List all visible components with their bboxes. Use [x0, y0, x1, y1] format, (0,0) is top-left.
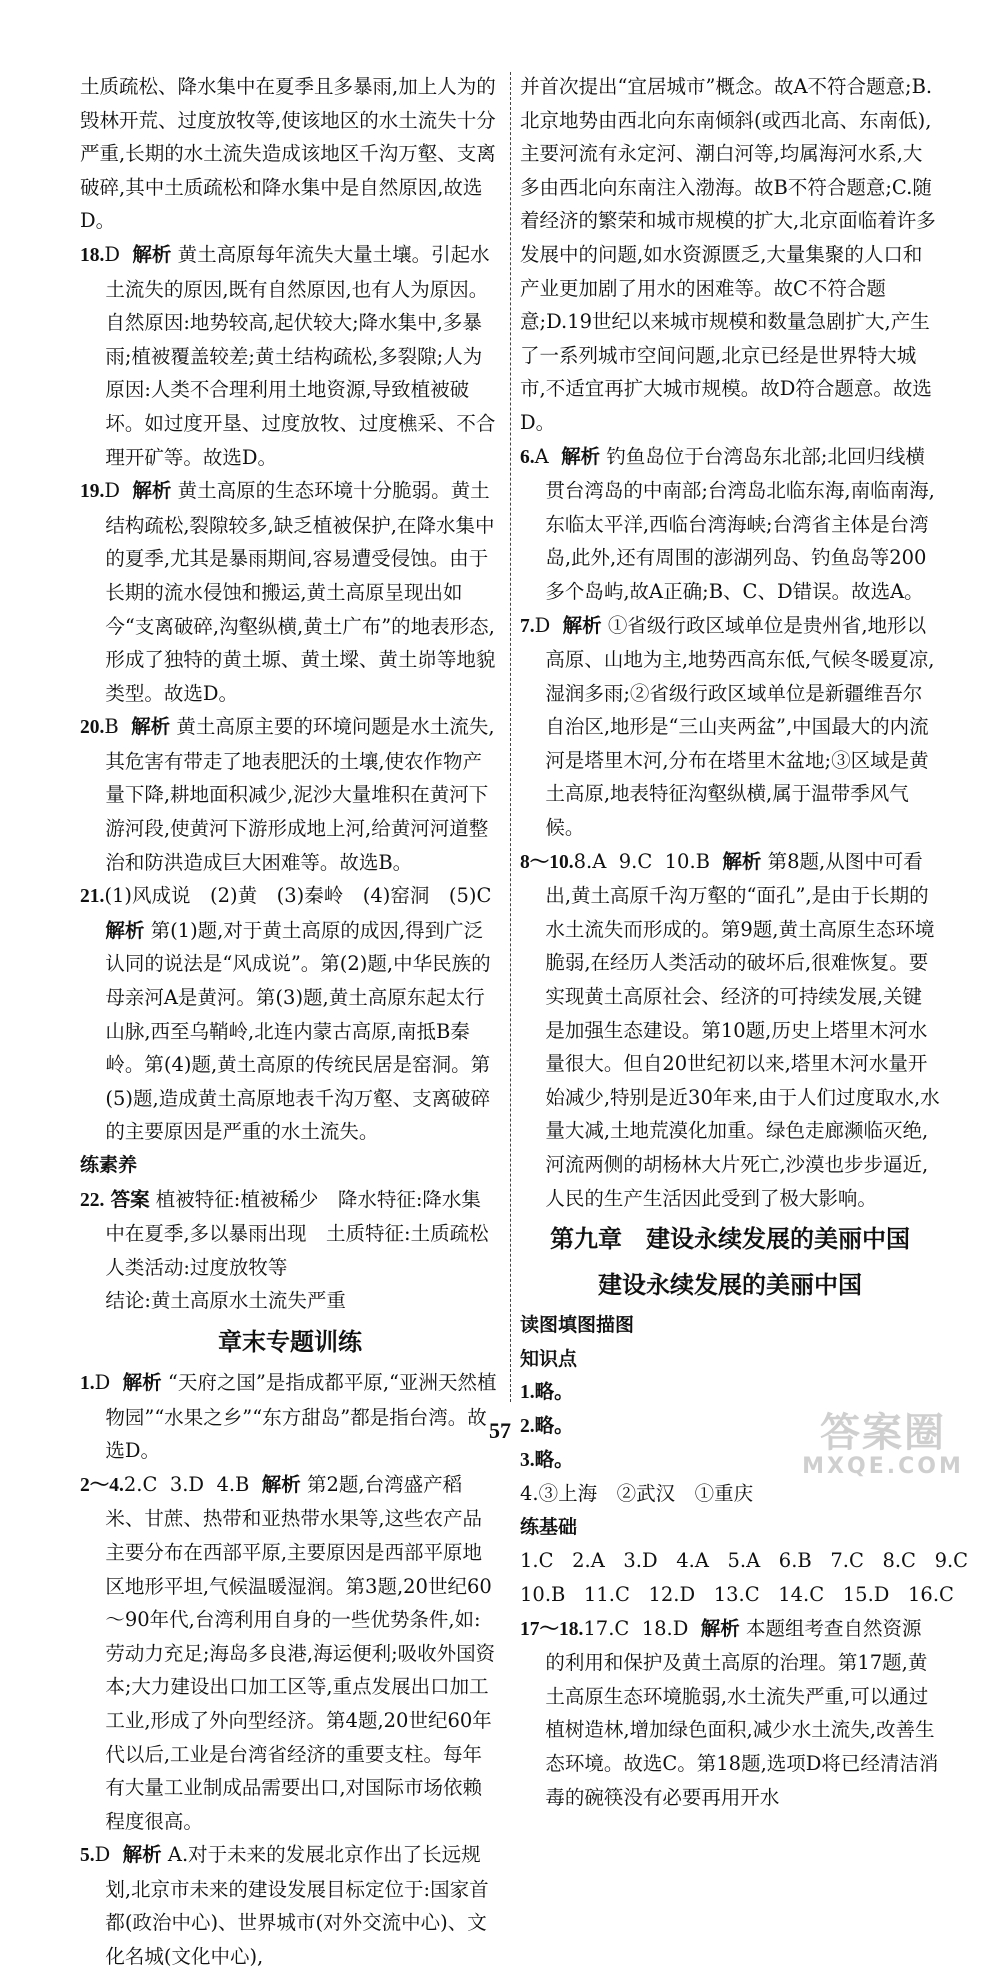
answer: 2.C 3.D 4.B: [123, 1472, 250, 1496]
paragraph: 并首次提出“宜居城市”概念。故A不符合题意;B.北京地势由西北向东南倾斜(或西北高、东南低),主要河流有永定河、潮白河等,均属海河水系,大多由西北向东南注入渤海。故B不符合题意;C.随着经济的繁荣和城市规模的扩大,北京面临着许多发展中的问题,如水资源匮乏,大量集聚的人口和产业更加剧了用水的困难等。故C不符合题意;D.19世纪以来城市规模和数量急剧扩大,产生了一系列城市空间问题,北京已经是世界特大城市,不适宜再扩大城市规模。故D符合题意。故选D。: [520, 75, 936, 434]
analysis-text: 黄土高原的生态环境十分脆弱。黄土结构疏松,裂隙较多,缺乏植被保护,在降水集中的夏季,尤其是暴雨期间,容易遭受侵蚀。由于长期的流水侵蚀和搬运,黄土高原呈现出如今“支离破碎,沟壑纵横,黄土广布”的地表形态,形成了独特的黄土塬、黄土墚、黄土峁等地貌类型。故选D。: [105, 479, 496, 705]
analysis-text: 黄土高原主要的环境问题是水土流失,其危害有带走了地表肥沃的土壤,使农作物产量下降,耕地面积减少,泥沙大量堆积在黄河下游河段,使黄河下游形成地上河,给黄河河道整治和防洪造成巨大困难等。故选B。: [105, 715, 495, 874]
analysis-text: ①省级行政区域单位是贵州省,地形以高原、山地为主,地势西高东低,气候冬暖夏凉,湿润多雨;②省级行政区域单位是新疆维吾尔自治区,地形是“三山夹两盆”,中国最大的内流河是塔里木河,分布在塔里木盆地;③区域是黄土高原,地表特征沟壑纵横,属于温带季风气候。: [545, 613, 935, 840]
chapter-title: 第九章 建设永续发展的美丽中国: [550, 1225, 910, 1254]
watermark-text: 答案圈: [820, 1410, 946, 1456]
analysis-label: 解析: [122, 1843, 162, 1867]
question-number: 20.: [80, 717, 105, 739]
analysis-label: 解析: [561, 444, 601, 468]
answer: 17.C 18.D: [583, 1616, 689, 1640]
left-column: [80, 70, 509, 1974]
column-divider: [510, 72, 511, 1402]
analysis-text: 黄土高原每年流失大量土壤。引起水土流失的原因,既有自然原因,也有人为原因。自然原因:地势较高,起伏较大;降水集中,多暴雨;植被覆盖较差;黄土结构疏松,多裂隙;人为原因:人类不合理利用土地资源,导致植被破坏。如过度开垦、过度放牧、过度樵采、不合理开矿等。故选D。: [105, 242, 496, 469]
answer: A: [534, 444, 549, 468]
analysis-paragraph: [80, 914, 500, 1149]
answer-entry-7: [520, 609, 940, 845]
analysis-text: 第8题,从图中可看出,黄土高原千沟万壑的“面孔”,是由于长期的水土流失而形成的。第9题,黄土高原生态环境脆弱,在经历人类活动的破坏后,很难恢复。要实现黄土高原社会、经济的可持续发展,关键是加强生态建设。第10题,历史上塔里木河水量很大。但自20世纪初以来,塔里木河水量开始减少,特别是近30年来,由于人们过度取水,水量大减,土地荒漠化加重。绿色走廊濒临灭绝,河流两侧的胡杨林大片死亡,沙漠也步步逼近,人民的生产生活因此受到了极大影响。: [545, 849, 940, 1210]
question-number: 18.: [80, 244, 105, 266]
question-number: 6.: [520, 446, 535, 468]
question-number: 19.: [80, 481, 105, 503]
analysis-label: 解析: [132, 479, 172, 503]
page-number: 57: [489, 1418, 511, 1443]
analysis-text: “天府之国”是指成都平原,“亚洲天然植物园”“水果之乡”“东方甜岛”都是指台湾。故选D。: [105, 1370, 497, 1463]
answer: D: [94, 1843, 111, 1867]
list-item: 3.略。: [520, 1449, 574, 1471]
question-number: 7.: [520, 615, 535, 637]
answer-entry-20: [80, 710, 500, 879]
answer: 8.A 9.C 10.B: [573, 849, 710, 873]
analysis-text: 本题组考查自然资源的利用和保护及黄土高原的治理。第17题,黄土高原生态环境脆弱,水土流失严重,可以通过植树造林,增加绿色面积,减少水土流失,改善生态环境。故选C。第18题,选项D将已经清洁消毒的碗筷没有必要再用开水: [545, 1616, 939, 1809]
answer: B: [104, 715, 119, 739]
section-heading: 知识点: [520, 1347, 578, 1370]
right-column: [520, 70, 969, 1814]
question-number: 1.: [80, 1372, 95, 1394]
question-number: 8～10.: [520, 851, 574, 873]
question-number: 17～18.: [520, 1618, 584, 1640]
answer-row: 10.B 11.C 12.D 13.C 14.C 15.D 16.C: [520, 1582, 954, 1606]
section-title: 建设永续发展的美丽中国: [598, 1271, 862, 1300]
watermark-url: MXQE.COM: [802, 1454, 964, 1479]
answer-entry-22: [80, 1183, 509, 1285]
conclusion: 结论:黄土高原水土流失严重: [105, 1289, 346, 1313]
analysis-label: 解析: [105, 918, 145, 942]
question-number: 5.: [80, 1845, 95, 1867]
answer-entry-5: [80, 1838, 500, 1973]
list-item: 1.略。: [520, 1382, 574, 1404]
section-title: 章末专题训练: [218, 1327, 362, 1356]
analysis-label: 解析: [722, 849, 762, 873]
question-number: 22.: [80, 1189, 105, 1211]
answer-entry-8-10: [520, 845, 940, 1216]
answer: (1)风成说 (2)黄 (3)秦岭 (4)窑洞 (5)C: [104, 884, 492, 908]
answer-entry-2-4: [80, 1468, 500, 1839]
section-heading: 练素养: [80, 1154, 138, 1176]
question-number: 21.: [80, 886, 105, 908]
list-item: 4.③上海 ②武汉 ①重庆: [520, 1482, 754, 1506]
analysis-text: A.对于未来的发展北京作出了长远规划,北京市未来的建设发展目标定位于:国家首都(政治中心)、世界城市(对外交流中心)、文化名城(文化中心),: [105, 1843, 489, 1969]
section-heading: 练基础: [520, 1515, 578, 1538]
list-item: 2.略。: [520, 1415, 574, 1437]
answer: D: [104, 242, 121, 266]
answer-entry-6: [520, 440, 940, 609]
answer-row: 1.C 2.A 3.D 4.A 5.A 6.B 7.C 8.C 9.C: [520, 1549, 969, 1573]
section-heading: 读图填图描图: [520, 1314, 635, 1337]
answer-entry-1: [80, 1366, 500, 1468]
answer-entry-17-18: [520, 1612, 940, 1815]
analysis-label: 解析: [261, 1472, 301, 1496]
analysis-label: 解析: [562, 613, 602, 637]
watermark-logo: [788, 1410, 978, 1480]
analysis-label: 解析: [700, 1616, 740, 1640]
analysis-text: 第(1)题,对于黄土高原的成因,得到广泛认同的说法是“风成说”。第(2)题,中华民族的母亲河A是黄河。第(3)题,黄土高原东起太行山脉,西至乌鞘岭,北连内蒙古高原,南抵B秦岭。第(4)题,黄土高原的传统民居是窑洞。第(5)题,造成黄土高原地表千沟万壑、支离破碎的主要原因是严重的水土流失。: [105, 918, 491, 1144]
answer: D: [94, 1370, 111, 1394]
paragraph: 土质疏松、降水集中在夏季且多暴雨,加上人为的毁林开荒、过度放牧等,使该地区的水土流失十分严重,长期的水土流失造成该地区千沟万壑、支离破碎,其中土质疏松和降水集中是自然原因,故选D。: [80, 75, 496, 233]
question-number: 2～4.: [80, 1474, 124, 1496]
answer-text: 植被特征:植被稀少 降水特征:降水集中在夏季,多以暴雨出现 土质特征:土质疏松 人类活动:过度放牧等: [105, 1187, 509, 1279]
analysis-label: 解析: [132, 242, 172, 266]
analysis-label: 解析: [131, 715, 171, 739]
analysis-text: 钓鱼岛位于台湾岛东北部;北回归线横贯台湾岛的中南部;台湾岛北临东海,南临南海,东临太平洋,西临台湾海峡;台湾省主体是台湾岛,此外,还有周围的澎湖列岛、钓鱼岛等200多个岛屿,故A正确;B、C、D错误。故选A。: [545, 444, 935, 603]
answer: D: [534, 613, 551, 637]
analysis-label: 解析: [122, 1370, 162, 1394]
analysis-text: 第2题,台湾盛产稻米、甘蔗、热带和亚热带水果等,这些农产品主要分布在西部平原,主要原因是西部平原地区地形平坦,气候温暖湿润。第3题,20世纪60～90年代,台湾利用自身的一些优势条件,如:劳动力充足;海岛多良港,海运便利;吸收外国资本;大力建设出口加工区等,重点发展出口加工工业,形成了外向型经济。第4题,20世纪60年代以后,工业是台湾省经济的重要支柱。每年有大量工业制成品需要出口,对国际市场依赖程度很高。: [105, 1472, 496, 1833]
answer-entry-19: [80, 474, 500, 710]
answer: D: [104, 479, 121, 503]
answer-entry-18: [80, 238, 500, 474]
answer-entry-21: [80, 879, 500, 914]
answer-label: 答案: [110, 1187, 150, 1211]
